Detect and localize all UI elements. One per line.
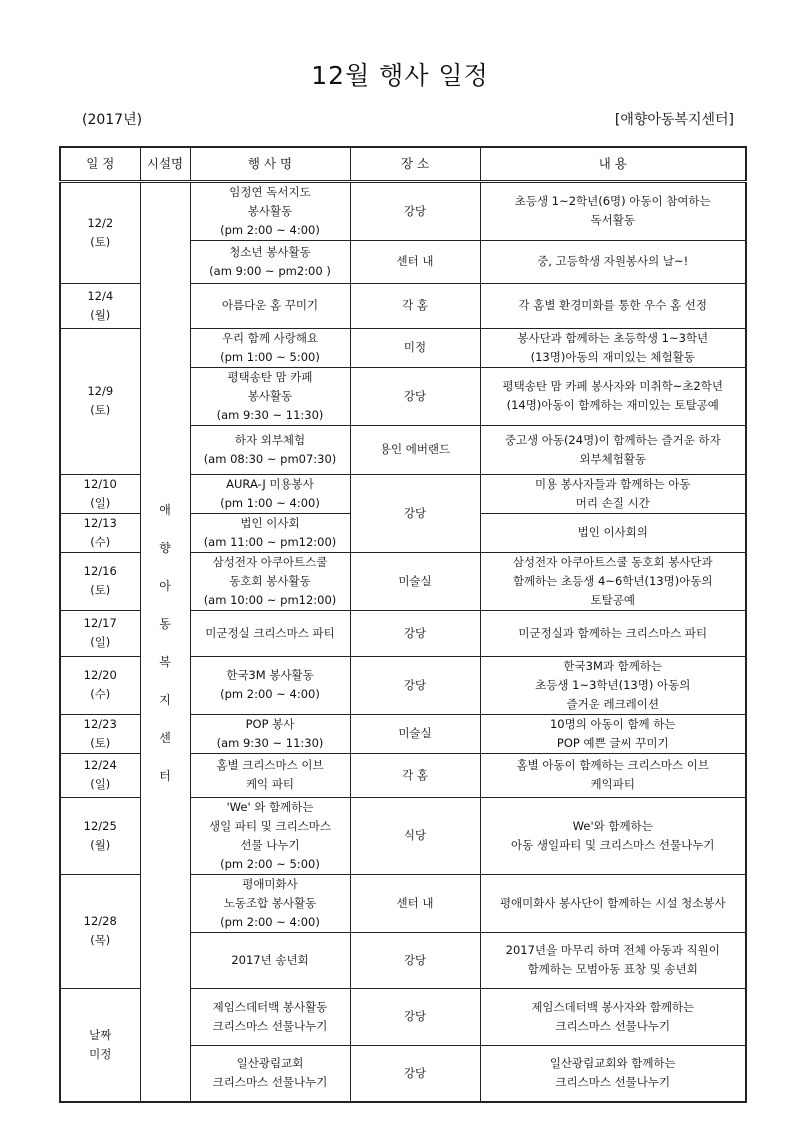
- place-cell: 미술실: [350, 552, 480, 610]
- table-row: [60, 181, 746, 240]
- event-name-cell: 미군정실 크리스마스 파티: [190, 610, 350, 656]
- event-name-cell: 법인 이사회 (am 11:00 ~ pm12:00): [190, 513, 350, 552]
- schedule-table: [59, 146, 747, 1103]
- event-name-cell: 제임스데터백 봉사활동 크리스마스 선물나누기: [190, 988, 350, 1045]
- content-cell: 봉사단과 함께하는 초등학생 1~3학년 (13명)아동의 재미있는 체험활동: [480, 328, 746, 367]
- date-cell: 12/17 (일): [60, 610, 140, 656]
- content-cell: 각 홈별 환경미화를 통한 우수 홈 선정: [480, 283, 746, 328]
- event-name-cell: 2017년 송년회: [190, 932, 350, 988]
- place-cell: 각 홈: [350, 753, 480, 797]
- year-label: (2017년): [82, 112, 143, 128]
- header-date: 일 정: [60, 147, 140, 181]
- content-cell: 일산광림교회와 함께하는 크리스마스 선물나누기: [480, 1045, 746, 1102]
- content-cell: 평택송탄 맘 카페 봉사자와 미취학~초2학년 (14명)아동이 함께하는 재미있는 토탈공예: [480, 367, 746, 425]
- content-cell: 평애미화사 봉사단이 함께하는 시설 청소봉사: [480, 874, 746, 932]
- place-cell: 각 홈: [350, 283, 480, 328]
- header-facility: 시설명: [140, 147, 190, 181]
- date-cell: 12/10 (일): [60, 474, 140, 513]
- date-cell: 12/13 (수): [60, 513, 140, 552]
- event-name-cell: 청소년 봉사활동 (am 9:00 ~ pm2:00 ): [190, 240, 350, 283]
- content-cell: 법인 이사회의: [480, 513, 746, 552]
- event-name-cell: 일산광림교회 크리스마스 선물나누기: [190, 1045, 350, 1102]
- page-title: 12월 행사 일정: [311, 61, 489, 90]
- event-name-cell: 평택송탄 맘 카페 봉사활동 (am 9:30 ~ 11:30): [190, 367, 350, 425]
- header-place: 장 소: [350, 147, 480, 181]
- date-cell: 12/25 (월): [60, 797, 140, 874]
- content-cell: 2017년을 마무리 하며 전체 아동과 직원이 함께하는 모범아동 표창 및 송년회: [480, 932, 746, 988]
- date-cell: 12/4 (월): [60, 283, 140, 328]
- event-name-cell: POP 봉사 (am 9:30 ~ 11:30): [190, 714, 350, 753]
- place-cell: 강당: [350, 988, 480, 1045]
- event-name-cell: 우리 함께 사랑해요 (pm 1:00 ~ 5:00): [190, 328, 350, 367]
- content-cell: 한국3M과 함께하는 초등생 1~3학년(13명) 아동의 즐거운 레크레이션: [480, 656, 746, 714]
- content-cell: 중고생 아동(24명)이 함께하는 즐거운 하자 외부체험활동: [480, 425, 746, 474]
- place-cell: 강당: [350, 474, 480, 552]
- place-cell: 미술실: [350, 714, 480, 753]
- place-cell: 식당: [350, 797, 480, 874]
- place-cell: 강당: [350, 367, 480, 425]
- event-name-cell: 'We' 와 함께하는 생일 파티 및 크리스마스 선물 나누기 (pm 2:00 ~ 5:00): [190, 797, 350, 874]
- content-cell: 삼성전자 아쿠아트스쿨 동호회 봉사단과 함께하는 초등생 4~6학년(13명)아동의 토탈공예: [480, 552, 746, 610]
- date-cell: 12/28 (목): [60, 874, 140, 988]
- place-cell: 센터 내: [350, 240, 480, 283]
- content-cell: 홈별 아동이 함께하는 크리스마스 이브 케익파티: [480, 753, 746, 797]
- event-name-cell: 아름다운 홈 꾸미기: [190, 283, 350, 328]
- date-cell: 12/2 (토): [60, 181, 140, 283]
- place-cell: 강당: [350, 610, 480, 656]
- content-cell: 미용 봉사자들과 함께하는 아동 머리 손질 시간: [480, 474, 746, 513]
- facility-cell: [140, 181, 190, 1102]
- place-cell: 용인 에버랜드: [350, 425, 480, 474]
- event-name-cell: 임정연 독서지도 봉사활동 (pm 2:00 ~ 4:00): [190, 181, 350, 240]
- organization-label: [애향아동복지센터]: [614, 112, 734, 128]
- content-cell: 10명의 아동이 함께 하는 POP 예쁜 글씨 꾸미기: [480, 714, 746, 753]
- date-cell: 날짜 미정: [60, 988, 140, 1102]
- content-cell: 초등생 1~2학년(6명) 아동이 참여하는 독서활동: [480, 181, 746, 240]
- place-cell: 미정: [350, 328, 480, 367]
- content-cell: We'와 함께하는 아동 생일파티 및 크리스마스 선물나누기: [480, 797, 746, 874]
- event-name-cell: 삼성전자 아쿠아트스쿨 동호회 봉사활동 (am 10:00 ~ pm12:00): [190, 552, 350, 610]
- event-name-cell: AURA-J 미용봉사 (pm 1:00 ~ 4:00): [190, 474, 350, 513]
- content-cell: 미군정실과 함께하는 크리스마스 파티: [480, 610, 746, 656]
- content-cell: 제임스데터백 봉사자와 함께하는 크리스마스 선물나누기: [480, 988, 746, 1045]
- place-cell: 강당: [350, 181, 480, 240]
- date-cell: 12/16 (토): [60, 552, 140, 610]
- event-name-cell: 한국3M 봉사활동 (pm 2:00 ~ 4:00): [190, 656, 350, 714]
- header-event-name: 행 사 명: [190, 147, 350, 181]
- header-content: 내 용: [480, 147, 746, 181]
- date-cell: 12/20 (수): [60, 656, 140, 714]
- place-cell: 강당: [350, 1045, 480, 1102]
- event-name-cell: 하자 외부체험 (am 08:30 ~ pm07:30): [190, 425, 350, 474]
- place-cell: 센터 내: [350, 874, 480, 932]
- date-cell: 12/23 (토): [60, 714, 140, 753]
- place-cell: 강당: [350, 932, 480, 988]
- place-cell: 강당: [350, 656, 480, 714]
- facility-name: 애 향 아 동 복 지 센 터: [159, 502, 171, 783]
- content-cell: 중, 고등학생 자원봉사의 날~!: [480, 240, 746, 283]
- date-cell: 12/9 (토): [60, 328, 140, 474]
- date-cell: 12/24 (일): [60, 753, 140, 797]
- event-name-cell: 홈별 크리스마스 이브 케익 파티: [190, 753, 350, 797]
- event-name-cell: 평애미화사 노동조합 봉사활동 (pm 2:00 ~ 4:00): [190, 874, 350, 932]
